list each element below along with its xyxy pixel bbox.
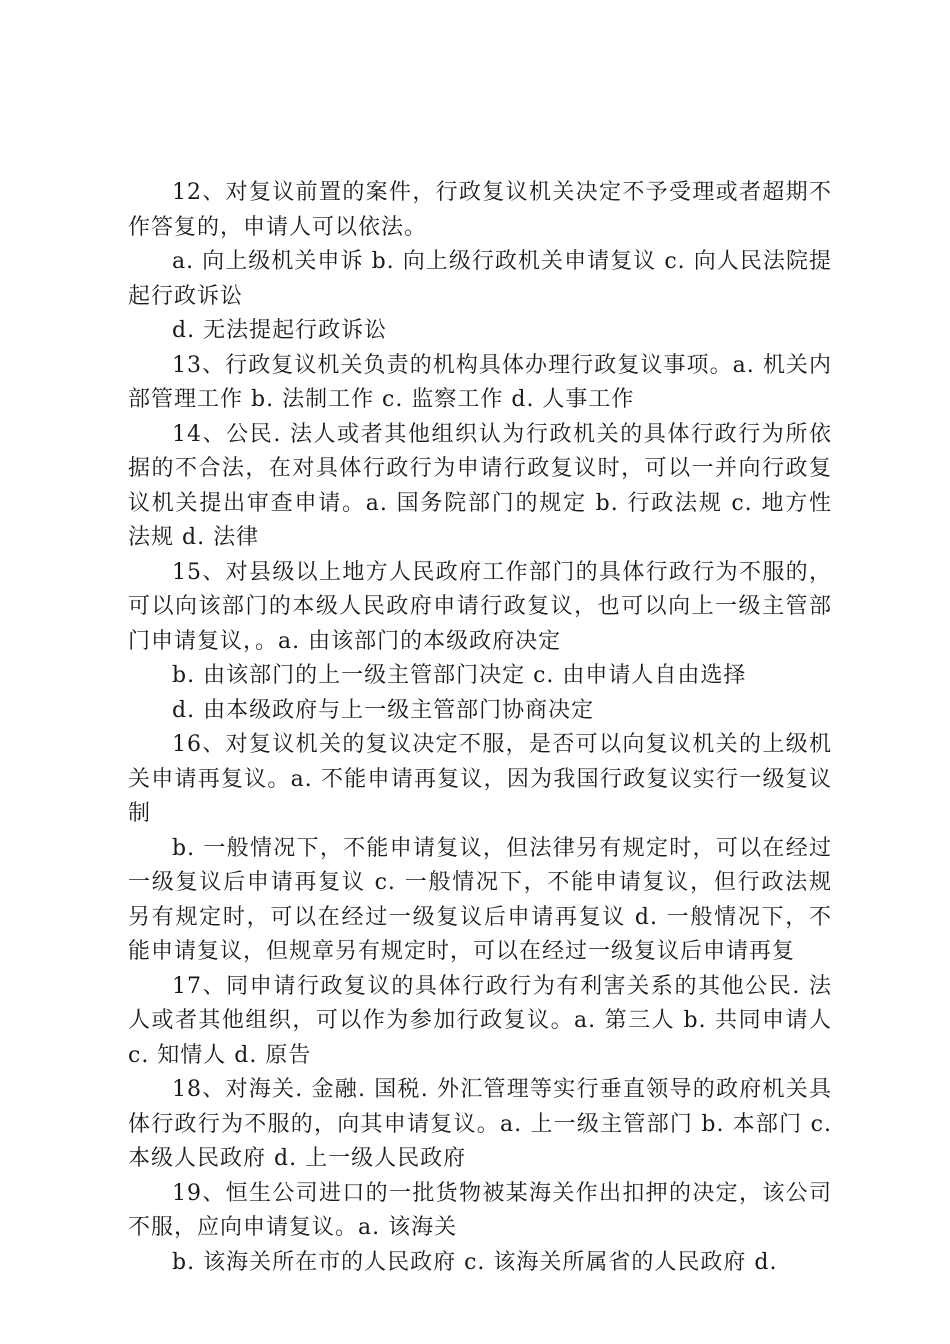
document-body [128, 176, 832, 1280]
question-18: 18、对海关. 金融. 国税. 外汇管理等实行垂直领导的政府机关具体行政行为不服的，向其申请复议。a. 上一级主管部门 b. 本部门 c. 本级人民政府 d. 上一级人民政府 [128, 1077, 832, 1171]
question-19-options: b. 该海关所在市的人民政府 c. 该海关所属省的人民政府 d. [172, 1249, 778, 1275]
question-12-stem: 12、对复议前置的案件，行政复议机关决定不予受理或者超期不作答复的，申请人可以依法。 [128, 180, 832, 240]
question-12-options: a. 向上级机关申诉 b. 向上级行政机关申请复议 c. 向人民法院提起行政诉讼 [128, 249, 832, 309]
question-14: 14、公民. 法人或者其他组织认为行政机关的具体行政行为所依据的不合法，在对具体行政行为申请行政复议时，可以一并向行政复议机关提出审查申请。a. 国务院部门的规定 b. 行政法规 c. 地方性法规 d. 法律 [128, 421, 832, 550]
question-15-options-bc: b. 由该部门的上一级主管部门决定 c. 由申请人自由选择 [172, 663, 747, 688]
question-15-stem: 15、对县级以上地方人民政府工作部门的具体行政行为不服的，可以向该部门的本级人民政府申请行政复议，也可以向上一级主管部门申请复议，。a. 由该部门的本级政府决定 [128, 559, 832, 654]
question-12-option-d: d. 无法提起行政诉讼 [172, 318, 388, 343]
question-16-stem: 16、对复议机关的复议决定不服，是否可以向复议机关的上级机关申请再复议。a. 不能申请再复议，因为我国行政复议实行一级复议制 [128, 732, 832, 826]
question-17: 17、同申请行政复议的具体行政行为有利害关系的其他公民. 法人或者其他组织，可以作为参加行政复议。a. 第三人 b. 共同申请人 c. 知情人 d. 原告 [128, 973, 832, 1068]
question-16-options: b. 一般情况下，不能申请复议，但法律另有规定时，可以在经过一级复议后申请再复议 c. 一般情况下，不能申请复议，但行政法规另有规定时，可以在经过一级复议后申请再复议 d. 一般情况下，不能申请复议，但规章另有规定时，可以在经过一级复议后申请再复 [128, 835, 832, 964]
question-13: 13、行政复议机关负责的机构具体办理行政复议事项。a. 机关内部管理工作 b. 法制工作 c. 监察工作 d. 人事工作 [128, 352, 832, 412]
question-19-stem: 19、恒生公司进口的一批货物被某海关作出扣押的决定，该公司不服，应向申请复议。a. 该海关 [128, 1180, 832, 1240]
question-15-option-d: d. 由本级政府与上一级主管部门协商决定 [172, 697, 595, 723]
